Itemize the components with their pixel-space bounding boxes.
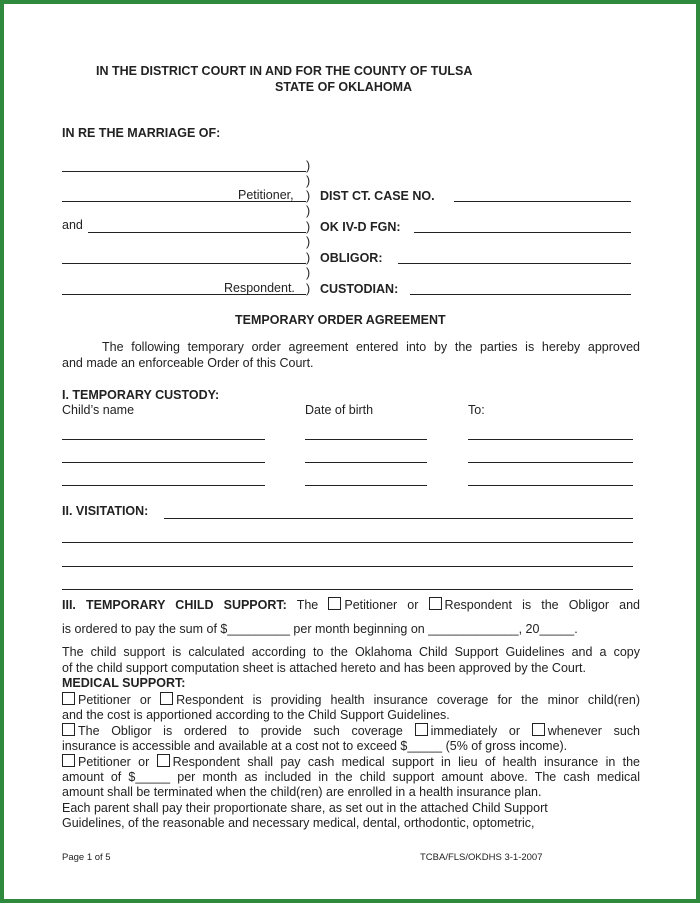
medical-line-5 <box>62 754 640 771</box>
medical-line-2: and the cost is apportioned according to the Child Support Guidelines. <box>62 708 450 722</box>
medical-respondent-checkbox[interactable] <box>160 692 173 705</box>
case-no-label: DIST CT. CASE NO. <box>320 189 435 203</box>
col-to: To: <box>468 403 485 417</box>
text: The Obligor is ordered to provide such coverage <box>78 724 403 738</box>
dob-field-2[interactable] <box>305 462 427 463</box>
text: Respondent shall pay cash medical support in lieu of health insurance in the <box>172 755 641 769</box>
document-page <box>4 4 696 899</box>
visitation-heading: II. VISITATION: <box>62 504 149 518</box>
visitation-field-4[interactable] <box>62 589 633 590</box>
medical-petitioner-checkbox[interactable] <box>62 692 75 705</box>
obligor-label: OBLIGOR: <box>320 251 383 265</box>
petitioner-name-line-1[interactable] <box>62 171 306 172</box>
custodian-label: CUSTODIAN: <box>320 282 399 296</box>
to-field-3[interactable] <box>468 485 633 486</box>
support-para-1: The child support is calculated according to the Oklahoma Child Support Guidelines and a copy <box>62 645 640 659</box>
text: whenever such <box>547 724 640 738</box>
intro-line-2: and made an enforceable Order of this Court. <box>62 356 314 370</box>
state-title: STATE OF OKLAHOMA <box>275 80 413 94</box>
paren: ) <box>306 266 311 280</box>
paren: ) <box>306 174 311 188</box>
custody-heading: I. TEMPORARY CUSTODY: <box>62 388 220 402</box>
support-heading: III. TEMPORARY CHILD SUPPORT: <box>62 598 287 612</box>
cash-respondent-checkbox[interactable] <box>157 754 170 767</box>
visitation-field-1[interactable] <box>164 518 633 519</box>
visitation-field-2[interactable] <box>62 542 633 543</box>
support-line-1 <box>62 597 640 614</box>
cash-petitioner-checkbox[interactable] <box>62 754 75 767</box>
and-name-line[interactable] <box>88 232 306 233</box>
document-title: TEMPORARY ORDER AGREEMENT <box>235 313 446 327</box>
support-line-2: is ordered to pay the sum of $_________ per month beginning on _____________, 20_____. <box>62 622 578 636</box>
to-field-2[interactable] <box>468 462 633 463</box>
visitation-field-3[interactable] <box>62 566 633 567</box>
dob-field-1[interactable] <box>305 439 427 440</box>
and-label: and <box>62 218 83 232</box>
medical-line-1 <box>62 692 640 709</box>
support-para-2: of the child support computation sheet is attached hereto and has been approved by the Court. <box>62 661 586 675</box>
whenever-checkbox[interactable] <box>532 723 545 736</box>
obligor-field[interactable] <box>398 263 631 264</box>
col-child-name: Child’s name <box>62 403 135 417</box>
fgn-label: OK IV-D FGN: <box>320 220 401 234</box>
form-code: TCBA/FLS/OKDHS 3-1-2007 <box>420 852 543 863</box>
text: Petitioner or <box>78 693 152 707</box>
text: Respondent is the Obligor and <box>444 598 640 612</box>
page-number: Page 1 of 5 <box>62 852 111 863</box>
paren: ) <box>306 159 311 173</box>
child-name-field-1[interactable] <box>62 439 265 440</box>
respondent-label: Respondent. <box>224 281 295 295</box>
court-title: IN THE DISTRICT COURT IN AND FOR THE COUNTY OF TULSA <box>96 64 473 78</box>
paren: ) <box>306 189 311 203</box>
medical-line-4: insurance is accessible and available at a cost not to exceed $_____ (5% of gross income). <box>62 739 568 753</box>
text: The <box>296 598 319 612</box>
to-field-1[interactable] <box>468 439 633 440</box>
petitioner-checkbox[interactable] <box>328 597 341 610</box>
dob-field-3[interactable] <box>305 485 427 486</box>
medical-line-8: Each parent shall pay their proportionate share, as set out in the attached Child Support <box>62 801 548 815</box>
obligor-ordered-checkbox[interactable] <box>62 723 75 736</box>
medical-line-7: amount shall be terminated when the child(ren) are enrolled in a health insurance plan. <box>62 785 542 799</box>
intro-line-1: The following temporary order agreement entered into by the parties is hereby approved <box>102 340 640 354</box>
text: Petitioner or <box>78 755 150 769</box>
custodian-field[interactable] <box>410 294 631 295</box>
respondent-name-line-1[interactable] <box>62 263 306 264</box>
child-name-field-2[interactable] <box>62 462 265 463</box>
fgn-field[interactable] <box>414 232 631 233</box>
medical-heading: MEDICAL SUPPORT: <box>62 676 186 690</box>
medical-line-9: Guidelines, of the reasonable and necessary medical, dental, orthodontic, optometric, <box>62 816 535 830</box>
paren: ) <box>306 251 311 265</box>
text: Respondent is providing health insurance coverage for the minor child(ren) <box>176 693 641 707</box>
text: immediately or <box>430 724 521 738</box>
paren: ) <box>306 235 311 249</box>
medical-line-6: amount of $_____ per month as included in the child support amount above. The cash medical <box>62 770 640 784</box>
medical-line-3 <box>62 723 640 740</box>
text: Petitioner or <box>344 598 419 612</box>
paren: ) <box>306 204 311 218</box>
immediately-checkbox[interactable] <box>415 723 428 736</box>
paren: ) <box>306 220 311 234</box>
paren: ) <box>306 282 311 296</box>
marriage-heading: IN RE THE MARRIAGE OF: <box>62 126 221 140</box>
case-no-field[interactable] <box>454 201 631 202</box>
petitioner-label: Petitioner, <box>238 188 294 202</box>
col-dob: Date of birth <box>305 403 374 417</box>
child-name-field-3[interactable] <box>62 485 265 486</box>
respondent-checkbox[interactable] <box>429 597 442 610</box>
